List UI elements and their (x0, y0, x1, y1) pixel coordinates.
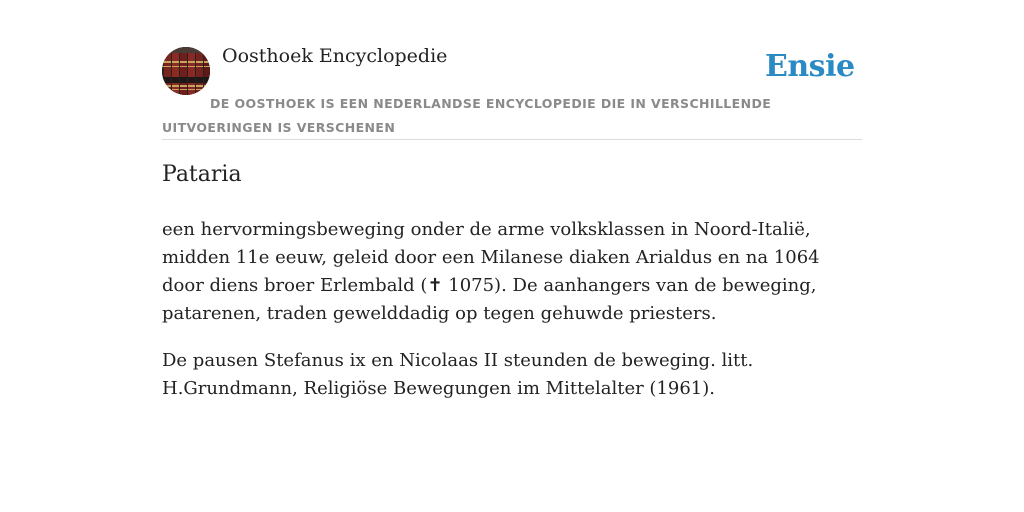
ensie-logo[interactable]: Ensie (765, 49, 855, 84)
header-divider (162, 139, 862, 140)
page-title: Pataria (162, 162, 242, 187)
encyclopedia-books-icon (162, 47, 210, 95)
article-paragraph: een hervormingsbeweging onder de arme volksklassen in Noord-Italië, midden 11e eeuw, geleid door een Milanese diaken Arialdus en na 1064 door diens broer Erlembald (✝ 1075). De aanhangers van de beweging, patarenen, traden gewelddadig op tegen gehuwde priesters. (162, 219, 820, 324)
article-body (162, 216, 862, 422)
avatar[interactable] (162, 47, 210, 95)
site-name[interactable]: Oosthoek Encyclopedie (222, 45, 448, 67)
article-paragraph: De pausen Stefanus ix en Nicolaas II steunden de beweging. litt. H.Grundmann, Religiöse Bewegungen im Mittelalter (1961). (162, 350, 754, 399)
site-tagline: DE OOSTHOEK IS EEN NEDERLANDSE ENCYCLOPEDIE DIE IN VERSCHILLENDE UITVOERINGEN IS VERSCHENEN (162, 96, 772, 135)
